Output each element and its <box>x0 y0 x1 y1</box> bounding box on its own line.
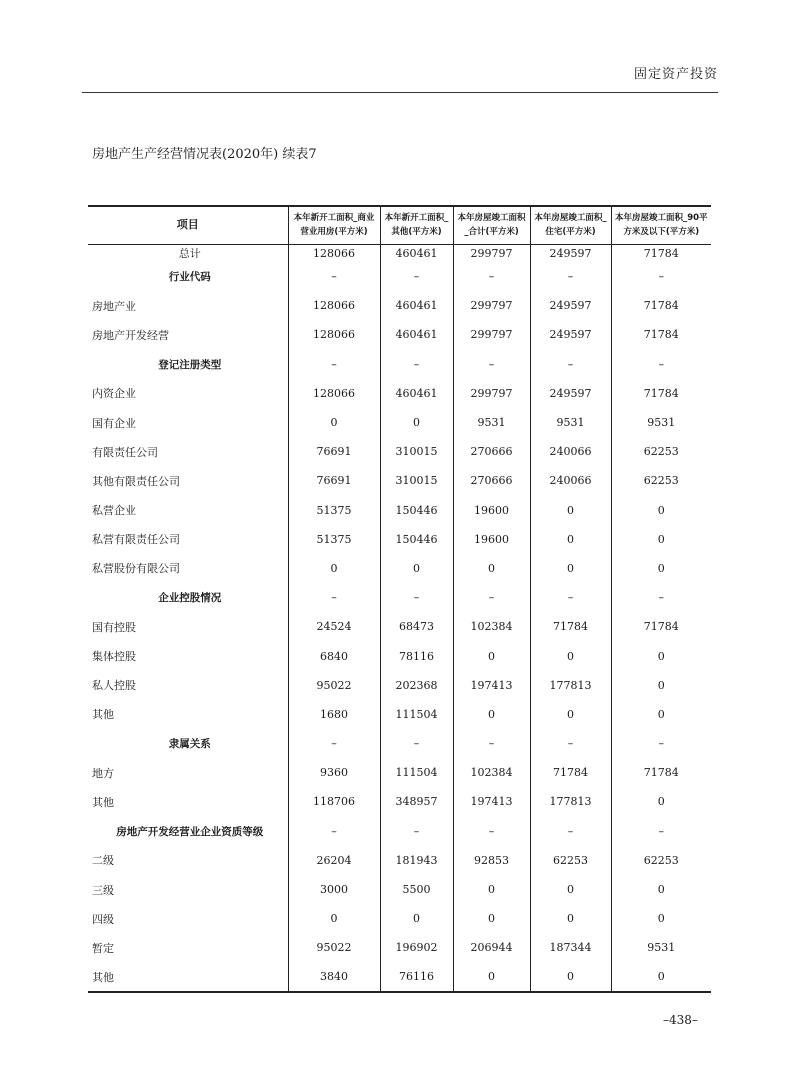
table-row <box>88 320 711 349</box>
cell-value: 95022 <box>288 933 380 962</box>
cell-value: 76116 <box>380 963 453 992</box>
cell-value: 95022 <box>288 671 380 700</box>
cell-value: 0 <box>611 875 711 904</box>
column-header-completed-residential: 本年房屋竣工面积_住宅(平方米) <box>530 206 611 244</box>
cell-value: 249597 <box>530 320 611 349</box>
table-row <box>88 466 711 495</box>
cell-value: 19600 <box>453 525 530 554</box>
cell-value: 71784 <box>530 758 611 787</box>
table-row <box>88 496 711 525</box>
row-label: 房地产开发经营 <box>92 328 169 342</box>
table-row <box>88 379 711 408</box>
cell-value: 128066 <box>288 244 380 262</box>
cell-value: 460461 <box>380 291 453 320</box>
cell-value: 0 <box>530 525 611 554</box>
cell-value: – <box>530 817 611 846</box>
table-row <box>88 875 711 904</box>
cell-value: 71784 <box>530 612 611 641</box>
page-number: –438– <box>663 1013 698 1027</box>
cell-value: 24524 <box>288 612 380 641</box>
column-header-item: 项目 <box>88 206 288 244</box>
cell-value: 197413 <box>453 787 530 816</box>
cell-value: 0 <box>530 641 611 670</box>
row-label: 私营企业 <box>92 504 136 518</box>
cell-value: – <box>453 350 530 379</box>
cell-value: 9531 <box>530 408 611 437</box>
cell-value: – <box>380 817 453 846</box>
row-label: 房地产开发经营业企业资质等级 <box>116 825 264 838</box>
table-row <box>88 641 711 670</box>
cell-value: 0 <box>530 496 611 525</box>
cell-value: 68473 <box>380 612 453 641</box>
cell-value: – <box>453 729 530 758</box>
cell-value: 460461 <box>380 244 453 262</box>
cell-value: 0 <box>453 904 530 933</box>
running-header-title: 固定资产投资 <box>634 67 719 82</box>
cell-value: 181943 <box>380 846 453 875</box>
cell-value: – <box>380 350 453 379</box>
cell-value: 348957 <box>380 787 453 816</box>
cell-value: 0 <box>611 554 711 583</box>
cell-value: 71784 <box>611 320 711 349</box>
cell-value: 0 <box>453 963 530 992</box>
cell-value: 460461 <box>380 379 453 408</box>
statistics-table-container <box>88 205 711 993</box>
row-label: 行业代码 <box>168 271 211 284</box>
cell-value: 0 <box>611 787 711 816</box>
cell-value: – <box>611 262 711 291</box>
table-row <box>88 700 711 729</box>
cell-value: – <box>530 729 611 758</box>
table-row <box>88 437 711 466</box>
cell-value: 0 <box>611 496 711 525</box>
cell-value: 0 <box>530 875 611 904</box>
row-label: 总计 <box>178 247 201 261</box>
row-label: 其他有限责任公司 <box>92 474 180 488</box>
cell-value: 9531 <box>611 933 711 962</box>
cell-value: 71784 <box>611 612 711 641</box>
table-header-row <box>88 206 711 244</box>
cell-value: – <box>288 350 380 379</box>
cell-value: 150446 <box>380 496 453 525</box>
cell-value: 3000 <box>288 875 380 904</box>
column-header-completed-total: 本年房屋竣工面积_合计(平方米) <box>453 206 530 244</box>
column-header-new-commercial: 本年新开工面积_商业营业用房(平方米) <box>288 206 380 244</box>
cell-value: – <box>288 817 380 846</box>
cell-value: 111504 <box>380 700 453 729</box>
cell-value: – <box>380 262 453 291</box>
cell-value: 71784 <box>611 379 711 408</box>
cell-value: – <box>611 583 711 612</box>
cell-value: 270666 <box>453 466 530 495</box>
row-label: 私营股份有限公司 <box>92 562 180 576</box>
row-label: 国有控股 <box>92 620 136 634</box>
table-row <box>88 408 711 437</box>
cell-value: 0 <box>611 525 711 554</box>
cell-value: 6840 <box>288 641 380 670</box>
cell-value: 128066 <box>288 379 380 408</box>
table-row <box>88 671 711 700</box>
cell-value: 240066 <box>530 466 611 495</box>
cell-value: 0 <box>453 875 530 904</box>
cell-value: 102384 <box>453 612 530 641</box>
table-row <box>88 963 711 992</box>
cell-value: 71784 <box>611 758 711 787</box>
cell-value: 62253 <box>530 846 611 875</box>
cell-value: 71784 <box>611 244 711 262</box>
row-label: 隶属关系 <box>168 738 211 751</box>
cell-value: – <box>611 729 711 758</box>
cell-value: 0 <box>380 408 453 437</box>
cell-value: 270666 <box>453 437 530 466</box>
cell-value: 3840 <box>288 963 380 992</box>
cell-value: 76691 <box>288 437 380 466</box>
cell-value: 202368 <box>380 671 453 700</box>
table-row <box>88 554 711 583</box>
cell-value: – <box>530 262 611 291</box>
table-total-row <box>88 244 711 262</box>
table-section-row <box>88 729 711 758</box>
cell-value: 0 <box>453 641 530 670</box>
cell-value: 9531 <box>453 408 530 437</box>
cell-value: 310015 <box>380 466 453 495</box>
cell-value: 118706 <box>288 787 380 816</box>
row-label: 集体控股 <box>92 650 136 664</box>
cell-value: 0 <box>611 963 711 992</box>
cell-value: 26204 <box>288 846 380 875</box>
cell-value: – <box>288 583 380 612</box>
cell-value: 460461 <box>380 320 453 349</box>
cell-value: 76691 <box>288 466 380 495</box>
cell-value: – <box>530 350 611 379</box>
cell-value: 0 <box>288 408 380 437</box>
table-section-row <box>88 583 711 612</box>
cell-value: 0 <box>288 904 380 933</box>
cell-value: – <box>380 583 453 612</box>
table-section-row <box>88 262 711 291</box>
cell-value: 78116 <box>380 641 453 670</box>
cell-value: 111504 <box>380 758 453 787</box>
table-row <box>88 787 711 816</box>
column-header-new-other: 本年新开工面积_其他(平方米) <box>380 206 453 244</box>
table-row <box>88 525 711 554</box>
cell-value: – <box>288 729 380 758</box>
cell-value: 0 <box>453 700 530 729</box>
cell-value: 187344 <box>530 933 611 962</box>
cell-value: 0 <box>530 963 611 992</box>
cell-value: 0 <box>611 700 711 729</box>
row-label: 房地产业 <box>92 299 136 313</box>
cell-value: 0 <box>611 904 711 933</box>
header-divider <box>82 92 718 93</box>
cell-value: 0 <box>611 641 711 670</box>
cell-value: 249597 <box>530 379 611 408</box>
cell-value: 0 <box>530 554 611 583</box>
cell-value: 299797 <box>453 244 530 262</box>
row-label: 其他 <box>92 795 114 809</box>
row-label: 内资企业 <box>92 387 136 401</box>
cell-value: 9531 <box>611 408 711 437</box>
cell-value: 177813 <box>530 671 611 700</box>
cell-value: 206944 <box>453 933 530 962</box>
cell-value: 9360 <box>288 758 380 787</box>
row-label: 国有企业 <box>92 416 136 430</box>
statistics-table <box>88 205 711 993</box>
cell-value: 0 <box>453 554 530 583</box>
row-label: 登记注册类型 <box>158 358 222 371</box>
cell-value: – <box>611 817 711 846</box>
cell-value: 71784 <box>611 291 711 320</box>
cell-value: 5500 <box>380 875 453 904</box>
cell-value: 177813 <box>530 787 611 816</box>
cell-value: 0 <box>530 700 611 729</box>
table-caption: 房地产生产经营情况表(2020年) 续表7 <box>92 147 317 162</box>
cell-value: – <box>611 350 711 379</box>
column-header-completed-90sqm: 本年房屋竣工面积_90平方米及以下(平方米) <box>611 206 711 244</box>
cell-value: 128066 <box>288 291 380 320</box>
row-label: 其他 <box>92 708 114 722</box>
row-label: 地方 <box>92 766 114 780</box>
row-label: 其他 <box>88 963 288 992</box>
row-label: 四级 <box>92 912 114 926</box>
cell-value: – <box>453 262 530 291</box>
row-label: 有限责任公司 <box>92 445 158 459</box>
cell-value: 240066 <box>530 437 611 466</box>
row-label: 企业控股情况 <box>158 592 222 605</box>
table-section-row <box>88 350 711 379</box>
cell-value: 196902 <box>380 933 453 962</box>
row-label: 暂定 <box>92 941 114 955</box>
cell-value: 62253 <box>611 437 711 466</box>
cell-value: 19600 <box>453 496 530 525</box>
row-label: 私人控股 <box>92 679 136 693</box>
cell-value: 51375 <box>288 525 380 554</box>
cell-value: 299797 <box>453 291 530 320</box>
cell-value: 102384 <box>453 758 530 787</box>
table-row <box>88 758 711 787</box>
cell-value: 0 <box>288 554 380 583</box>
cell-value: – <box>380 729 453 758</box>
cell-value: – <box>288 262 380 291</box>
table-row <box>88 291 711 320</box>
row-label: 三级 <box>92 883 114 897</box>
cell-value: 299797 <box>453 320 530 349</box>
table-body <box>88 244 711 992</box>
table-row <box>88 933 711 962</box>
cell-value: – <box>453 817 530 846</box>
cell-value: 0 <box>611 671 711 700</box>
table-row <box>88 846 711 875</box>
cell-value: – <box>530 583 611 612</box>
row-label: 私营有限责任公司 <box>92 533 180 547</box>
table-row <box>88 904 711 933</box>
cell-value: 1680 <box>288 700 380 729</box>
cell-value: 62253 <box>611 846 711 875</box>
table-section-row <box>88 817 711 846</box>
cell-value: 92853 <box>453 846 530 875</box>
cell-value: 62253 <box>611 466 711 495</box>
table-row <box>88 612 711 641</box>
cell-value: 0 <box>380 904 453 933</box>
cell-value: 299797 <box>453 379 530 408</box>
row-label: 二级 <box>92 854 114 868</box>
cell-value: 249597 <box>530 244 611 262</box>
cell-value: 0 <box>380 554 453 583</box>
cell-value: 51375 <box>288 496 380 525</box>
cell-value: – <box>453 583 530 612</box>
cell-value: 310015 <box>380 437 453 466</box>
cell-value: 128066 <box>288 320 380 349</box>
cell-value: 249597 <box>530 291 611 320</box>
cell-value: 0 <box>530 904 611 933</box>
cell-value: 197413 <box>453 671 530 700</box>
cell-value: 150446 <box>380 525 453 554</box>
